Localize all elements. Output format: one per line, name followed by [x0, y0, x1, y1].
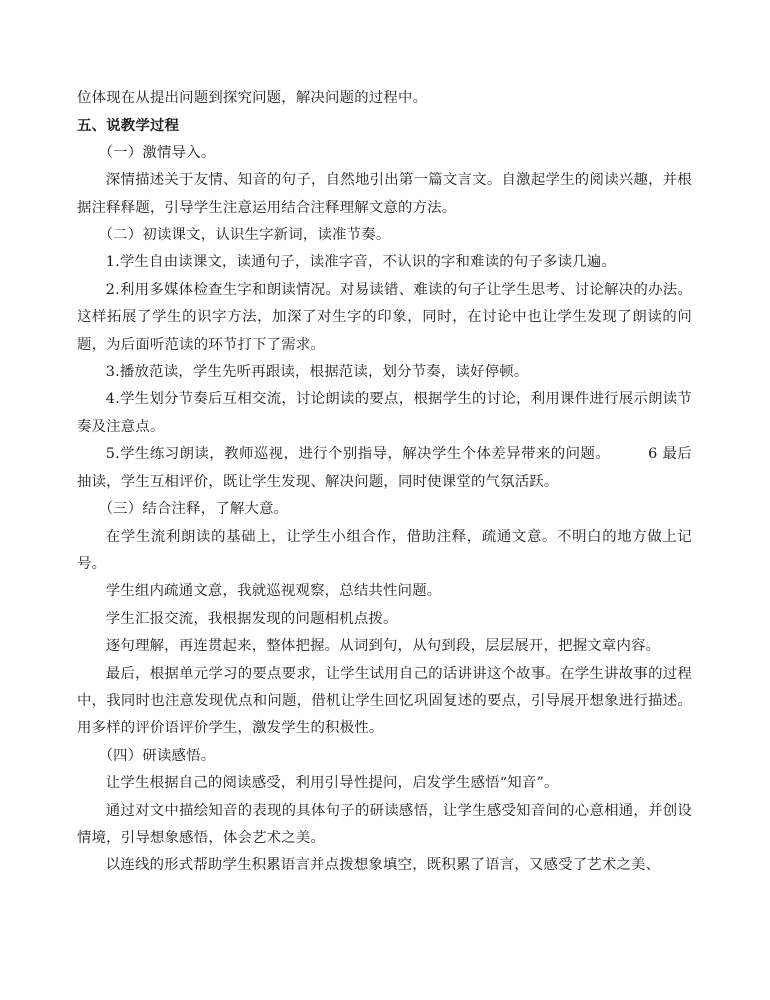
paragraph: 逐句理解，再连贯起来，整体把握。从词到句，从句到段，层层展开，把握文章内容。 — [105, 638, 661, 655]
subheading-study: （四）研读感悟。 — [98, 747, 216, 764]
list-item-text-continued: 6 最后抽读，学生互相评价，既让学生发现、解决问题，同时使课堂的气氛活跃。 — [77, 446, 692, 490]
list-item: 3.播放范读，学生先听再跟读，根据范读，划分节奏，读好停顿。 — [105, 364, 529, 381]
list-item: 2.利用多媒体检查生字和朗读情况。对易读错、难读的句子让学生思考、讨论解决的办法。这样拓展了学生的识字方法，加深了对生字的印象，同时，在讨论中也让学生发现了朗读的问题，为后面听范读的环节打下了需求。 — [77, 281, 692, 353]
paragraph: 学生汇报交流，我根据发现的问题相机点拨。 — [105, 610, 398, 627]
paragraph: 深情描述关于友情、知音的句子，自然地引出第一篇文言文。自激起学生的阅读兴趣，并根据注释释题，引导学生注意运用结合注释理解文意的方法。 — [77, 172, 692, 216]
list-item: 4.学生划分节奏后互相交流，讨论朗读的要点，根据学生的讨论，利用课件进行展示朗读节奏及注意点。 — [77, 391, 692, 435]
paragraph: 最后，根据单元学习的要点要求，让学生试用自己的话讲讲这个故事。在学生讲故事的过程中，我同时也注意发现优点和问题，借机让学生回忆巩固复述的要点，引导展开想象进行描述。用多样的评价语评价学生，激发学生的积极性。 — [77, 665, 692, 737]
subheading-first-reading: （二）初读课文，认识生字新词，读准节奏。 — [98, 227, 391, 244]
section-heading-teaching-process: 五、说教学过程 — [77, 117, 180, 135]
subheading-intro: （一）激情导入。 — [98, 144, 216, 161]
paragraph: 通过对文中描绘知音的表现的具体句子的研读感悟，让学生感受知音间的心意相通，并创设情境，引导想象感悟，体会艺术之美。 — [77, 802, 692, 846]
paragraph: 在学生流利朗读的基础上，让学生小组合作，借助注释，疏通文意。不明白的地方做上记号。 — [77, 528, 692, 572]
document-body — [77, 85, 692, 880]
paragraph-continuation: 位体现在从提出问题到探究问题，解决问题的过程中。 — [77, 90, 428, 106]
list-item — [77, 441, 692, 496]
paragraph: 以连线的形式帮助学生积累语言并点拨想象填空，既积累了语言，又感受了艺术之美、 — [105, 857, 661, 874]
paragraph: 让学生根据自己的阅读感受，利用引导性提问，启发学生感悟“知音”。 — [105, 775, 559, 792]
paragraph: 学生组内疏通文意，我就巡视观察，总结共性问题。 — [105, 583, 442, 600]
subheading-annotations: （三）结合注释，了解大意。 — [98, 501, 289, 518]
list-item: 1.学生自由读课文，读通句子，读准字音，不认识的字和难读的句子多读几遍。 — [105, 254, 617, 271]
list-item-text: 5.学生练习朗读，教师巡视，进行个别指导，解决学生个体差异带来的问题。 — [105, 446, 611, 463]
